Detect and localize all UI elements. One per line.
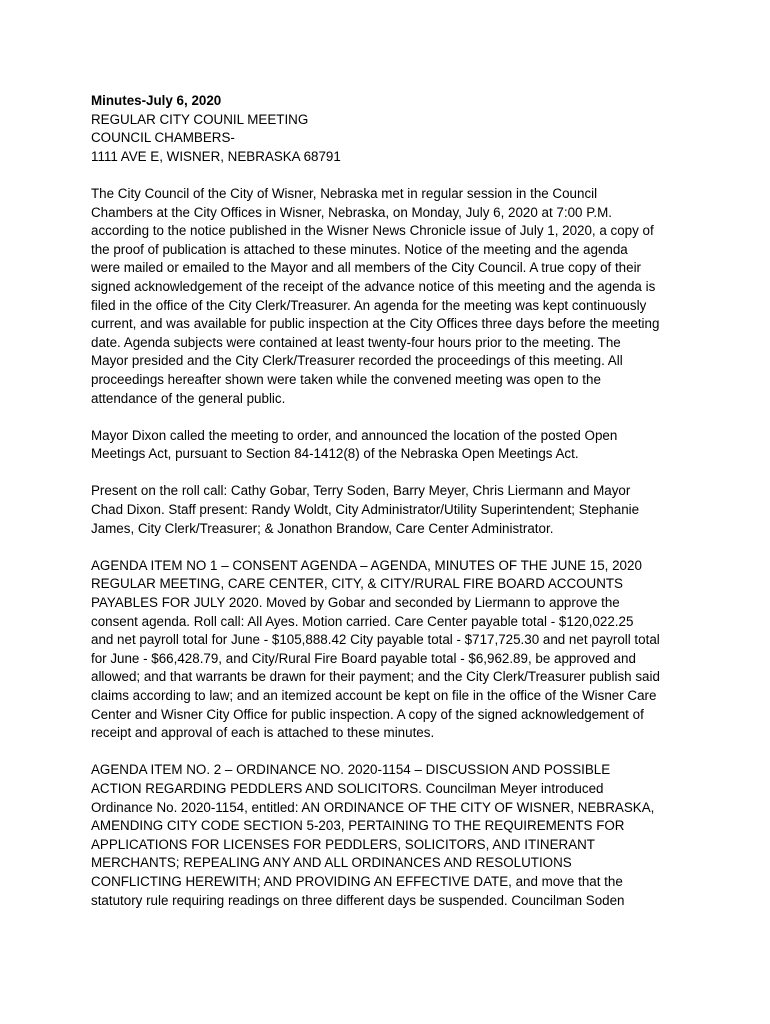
paragraph-line: according to the notice published in the Wisner News Chronicle issue of July 1, 2020, a copy of	[91, 223, 654, 239]
document-page	[91, 92, 691, 929]
paragraph-line: Present on the roll call: Cathy Gobar, Terry Soden, Barry Meyer, Chris Liermann and Mayor	[91, 483, 631, 499]
paragraph-line: receipt and approval of each is attached to these minutes.	[91, 725, 435, 741]
paragraph-line: PAYABLES FOR JULY 2020. Moved by Gobar and seconded by Liermann to approve the	[91, 595, 620, 611]
paragraph-line: Chambers at the City Offices in Wisner, Nebraska, on Monday, July 6, 2020 at 7:00 P.M.	[91, 204, 612, 220]
paragraph-line: AGENDA ITEM NO 1 – CONSENT AGENDA – AGENDA, MINUTES OF THE JUNE 15, 2020	[91, 557, 642, 573]
meeting-location: COUNCIL CHAMBERS-	[91, 130, 235, 146]
paragraph-line: claims according to law; and an itemized account be kept on file in the office of the Wisner Care	[91, 688, 657, 703]
paragraph	[91, 185, 691, 408]
minutes-body	[91, 185, 691, 910]
paragraph-line: for June - $66,428.79, and City/Rural Fire Board payable total - $6,962.89, be approved and	[91, 650, 636, 666]
paragraph-line: Mayor Dixon called the meeting to order, and announced the location of the posted Open	[91, 427, 618, 443]
paragraph-line: Ordinance No. 2020-1154, entitled: AN ORDINANCE OF THE CITY OF WISNER, NEBRASKA,	[91, 799, 655, 815]
paragraph-line: ACTION REGARDING PEDDLERS AND SOLICITORS. Councilman Meyer introduced	[91, 780, 604, 796]
paragraph-line: filed in the office of the City Clerk/Treasurer. An agenda for the meeting was kept continuously	[91, 297, 647, 313]
paragraph-line: The City Council of the City of Wisner, Nebraska met in regular session in the Council	[91, 185, 598, 201]
paragraph-line: APPLICATIONS FOR LICENSES FOR PEDDLERS, SOLICITORS, AND ITINERANT	[91, 836, 595, 852]
paragraph-line: AGENDA ITEM NO. 2 – ORDINANCE NO. 2020-1154 – DISCUSSION AND POSSIBLE	[91, 762, 611, 778]
paragraph-line: Meetings Act, pursuant to Section 84-1412(8) of the Nebraska Open Meetings Act.	[91, 446, 579, 462]
paragraph-line: proceedings hereafter shown were taken while the convened meeting was open to the	[91, 371, 601, 387]
meeting-address: 1111 AVE E, WISNER, NEBRASKA 68791	[91, 148, 341, 164]
paragraph-line: statutory rule requiring readings on three different days be suspended. Councilman Soden	[91, 892, 625, 908]
paragraph-line: allowed; and that warrants be drawn for their payment; and the City Clerk/Treasurer publish said	[91, 669, 660, 685]
paragraph-line: were mailed or emailed to the Mayor and all members of the City Council. A true copy of their	[91, 260, 642, 276]
paragraph	[91, 761, 691, 910]
paragraph-line: date. Agenda subjects were contained at least twenty-four hours prior to the meeting. The	[91, 334, 621, 350]
paragraph-line: signed acknowledgement of the receipt of the advance notice of this meeting and the agenda is	[91, 278, 656, 294]
paragraph-line: attendance of the general public.	[91, 390, 286, 406]
paragraph	[91, 482, 691, 538]
document-header	[91, 92, 691, 166]
paragraph-line: consent agenda. Roll call: All Ayes. Motion carried. Care Center payable total - $120,022.25	[91, 613, 634, 629]
paragraph-line: AMENDING CITY CODE SECTION 5-203, PERTAINING TO THE REQUIREMENTS FOR	[91, 818, 625, 834]
document-title: Minutes-July 6, 2020	[91, 93, 222, 108]
paragraph-line: Center and Wisner City Office for public inspection. A copy of the signed acknowledgement of	[91, 706, 644, 722]
paragraph-line: current, and was available for public inspection at the City Offices three days before the meeting	[91, 316, 660, 332]
paragraph-line: MERCHANTS; REPEALING ANY AND ALL ORDINANCES AND RESOLUTIONS	[91, 855, 572, 871]
paragraph	[91, 557, 691, 743]
paragraph-line: Chad Dixon. Staff present: Randy Woldt, City Administrator/Utility Superintendent; Stephanie	[91, 502, 640, 518]
paragraph-line: the proof of publication is attached to these minutes. Notice of the meeting and the agenda	[91, 241, 628, 257]
meeting-type: REGULAR CITY COUNIL MEETING	[91, 111, 309, 127]
paragraph-line: and net payroll total for June - $105,888.42 City payable total - $717,725.30 and net payroll total	[91, 632, 660, 648]
paragraph-line: REGULAR MEETING, CARE CENTER, CITY, & CITY/RURAL FIRE BOARD ACCOUNTS	[91, 576, 623, 592]
paragraph	[91, 427, 691, 464]
paragraph-line: CONFLICTING HEREWITH; AND PROVIDING AN EFFECTIVE DATE, and move that the	[91, 873, 623, 889]
paragraph-line: James, City Clerk/Treasurer; & Jonathon Brandow, Care Center Administrator.	[91, 520, 554, 536]
paragraph-line: Mayor presided and the City Clerk/Treasurer recorded the proceedings of this meeting. All	[91, 353, 623, 369]
